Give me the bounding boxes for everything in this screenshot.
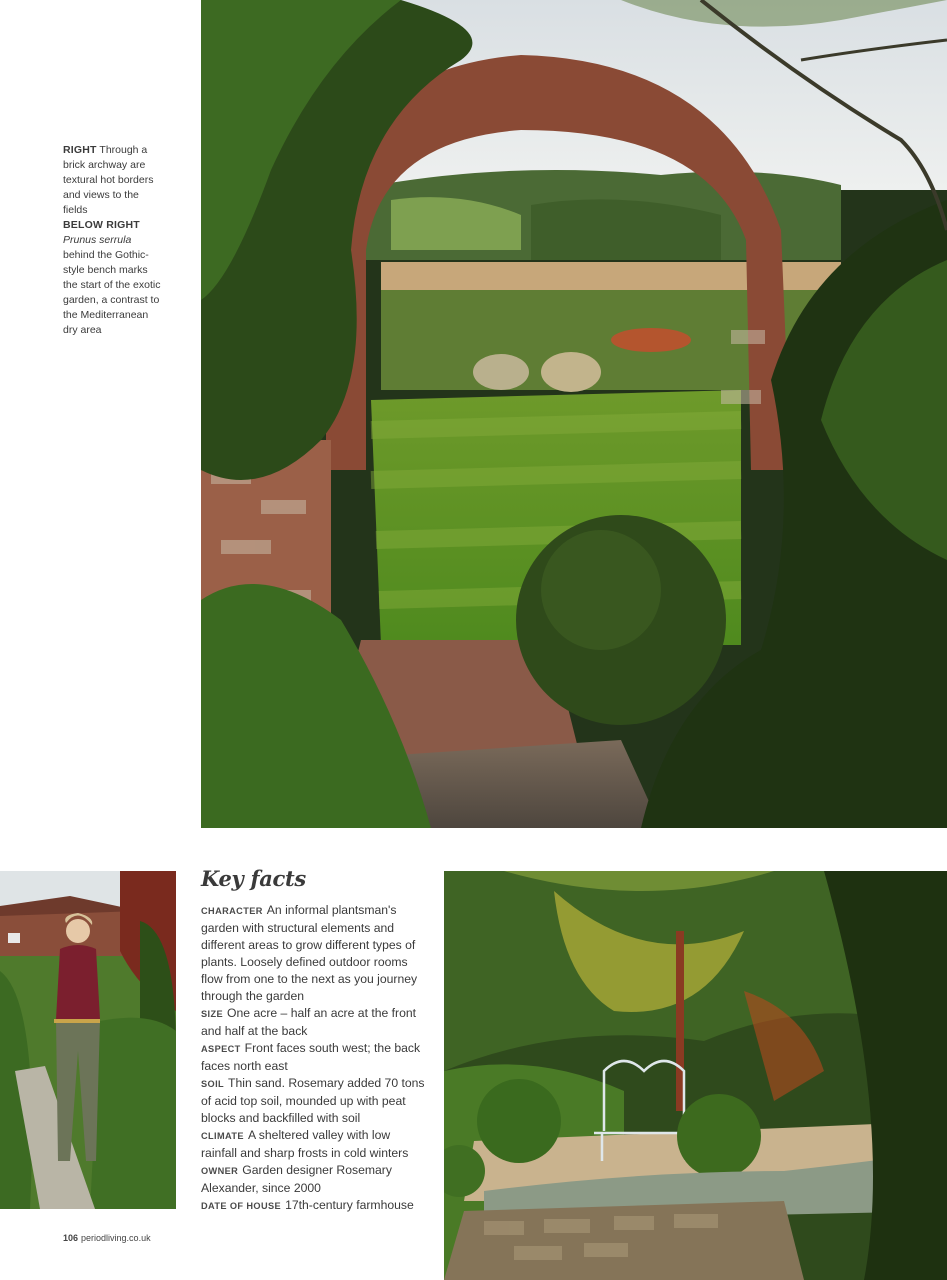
caption-text-below-right: behind the Gothic-style bench marks the start of the exotic garden, a contrast to the Mediterranean dry area [63,249,161,336]
key-facts-panel [201,866,425,1215]
key-fact-climate [201,1127,425,1162]
key-fact-size [201,1005,425,1040]
key-fact-label: CLIMATE [201,1131,244,1141]
page-footer [63,1233,151,1243]
key-fact-text: A sheltered valley with low rainfall and sharp frosts in cold winters [201,1128,409,1160]
owner-portrait-photo [0,871,176,1209]
key-fact-label: ASPECT [201,1044,241,1054]
key-facts-title: Key facts [201,866,306,891]
caption-label-below-right: BELOW RIGHT [63,219,140,231]
caption-text-right: Through a brick archway are textural hot borders and views to the fields [63,144,154,216]
site-url: periodliving.co.uk [81,1233,151,1243]
key-fact-text: Garden designer Rosemary Alexander, since 2000 [201,1163,392,1195]
key-fact-label: OWNER [201,1166,239,1176]
key-fact-text: Thin sand. Rosemary added 70 tons of acid top soil, mounded up with peat blocks and backfilled with soil [201,1076,425,1125]
key-fact-aspect [201,1040,425,1075]
caption-plant-name: Prunus serrula [63,234,132,246]
key-fact-label: CHARACTER [201,906,263,916]
caption-label-right: RIGHT [63,144,97,156]
page-number: 106 [63,1233,79,1243]
photo-caption [63,143,163,338]
key-fact-character [201,902,425,1005]
key-fact-owner [201,1162,425,1197]
key-fact-text: 17th-century farmhouse [285,1198,414,1212]
key-fact-label: SOIL [201,1079,225,1089]
key-fact-date-of-house [201,1197,425,1215]
key-fact-label: SIZE [201,1009,224,1019]
key-fact-text: Front faces south west; the back faces north east [201,1041,421,1073]
key-fact-text: An informal plantsman's garden with structural elements and different areas to grow different types of plants. Loosely defined outdoor rooms flow from one to the next as you journey through the garden [201,903,418,1003]
gothic-bench-garden-photo [444,871,947,1280]
key-fact-soil [201,1075,425,1127]
key-fact-text: One acre – half an acre at the front and half at the back [201,1006,417,1038]
key-fact-label: DATE OF HOUSE [201,1201,282,1211]
brick-archway-photo [201,0,947,828]
